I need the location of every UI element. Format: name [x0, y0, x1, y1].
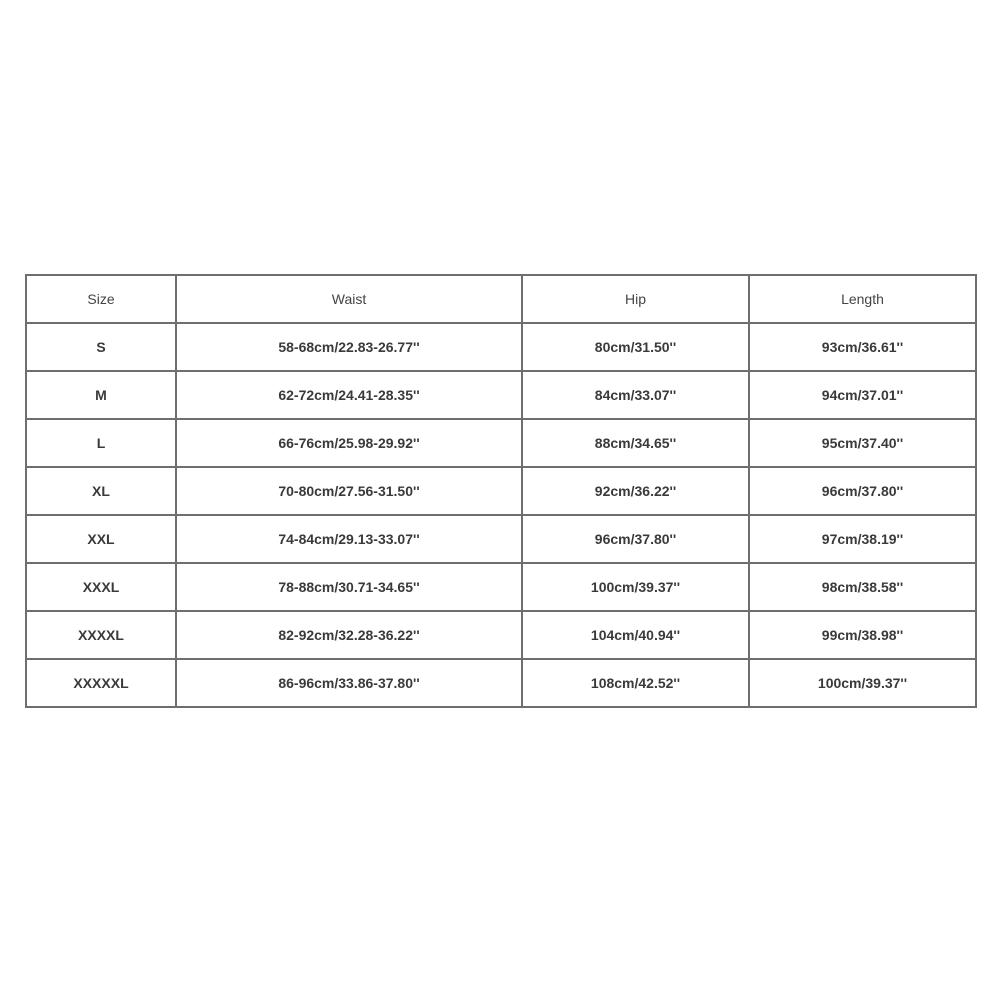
header-length: Length: [749, 275, 976, 323]
waist-cell: 58-68cm/22.83-26.77'': [176, 323, 522, 371]
waist-cell: 82-92cm/32.28-36.22'': [176, 611, 522, 659]
waist-cell: 74-84cm/29.13-33.07'': [176, 515, 522, 563]
table-row: [26, 611, 976, 659]
size-cell: XXXXXL: [26, 659, 176, 707]
waist-cell: 62-72cm/24.41-28.35'': [176, 371, 522, 419]
waist-cell: 70-80cm/27.56-31.50'': [176, 467, 522, 515]
size-chart-table: [25, 274, 977, 708]
length-cell: 97cm/38.19'': [749, 515, 976, 563]
table-row: [26, 467, 976, 515]
length-cell: 99cm/38.98'': [749, 611, 976, 659]
table-row: [26, 659, 976, 707]
hip-cell: 80cm/31.50'': [522, 323, 749, 371]
header-hip: Hip: [522, 275, 749, 323]
table-row: [26, 371, 976, 419]
length-cell: 93cm/36.61'': [749, 323, 976, 371]
hip-cell: 88cm/34.65'': [522, 419, 749, 467]
table-header-row: [26, 275, 976, 323]
length-cell: 100cm/39.37'': [749, 659, 976, 707]
table-row: [26, 515, 976, 563]
length-cell: 95cm/37.40'': [749, 419, 976, 467]
size-cell: M: [26, 371, 176, 419]
size-cell: XL: [26, 467, 176, 515]
waist-cell: 66-76cm/25.98-29.92'': [176, 419, 522, 467]
size-cell: S: [26, 323, 176, 371]
table-row: [26, 563, 976, 611]
waist-cell: 86-96cm/33.86-37.80'': [176, 659, 522, 707]
hip-cell: 96cm/37.80'': [522, 515, 749, 563]
table-row: [26, 419, 976, 467]
hip-cell: 108cm/42.52'': [522, 659, 749, 707]
size-cell: XXL: [26, 515, 176, 563]
length-cell: 96cm/37.80'': [749, 467, 976, 515]
hip-cell: 92cm/36.22'': [522, 467, 749, 515]
hip-cell: 84cm/33.07'': [522, 371, 749, 419]
waist-cell: 78-88cm/30.71-34.65'': [176, 563, 522, 611]
length-cell: 98cm/38.58'': [749, 563, 976, 611]
hip-cell: 104cm/40.94'': [522, 611, 749, 659]
size-cell: XXXL: [26, 563, 176, 611]
header-size: Size: [26, 275, 176, 323]
size-cell: XXXXL: [26, 611, 176, 659]
length-cell: 94cm/37.01'': [749, 371, 976, 419]
size-cell: L: [26, 419, 176, 467]
table-row: [26, 323, 976, 371]
hip-cell: 100cm/39.37'': [522, 563, 749, 611]
header-waist: Waist: [176, 275, 522, 323]
